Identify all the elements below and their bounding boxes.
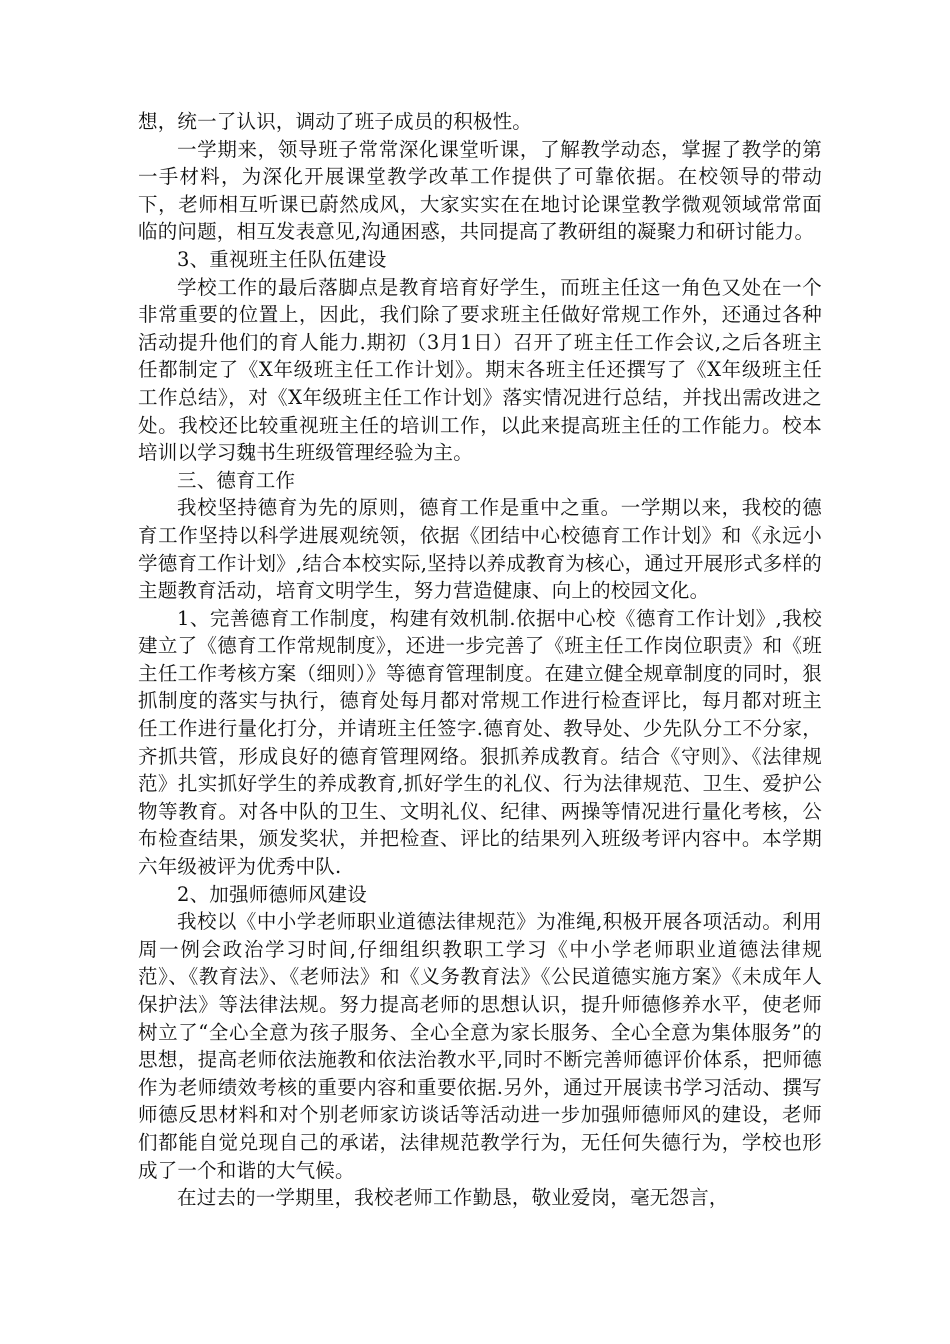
paragraph-moral-education-principle: 我校坚持德育为先的原则，德育工作是重中之重。一学期以来，我校的德育工作坚持以科学进展观统领，依据《团结中心校德育工作计划》和《永远小学德育工作计划》,结合本校实际,坚持以养成教育为核心，通过开展形式多样的主题教育活动，培育文明学生，努力营造健康、向上的校园文化。 [138,496,822,603]
paragraph-teacher-ethics: 我校以《中小学老师职业道德法律规范》为准绳,积极开展各项活动。利用周一例会政治学习时间,仔细组织教职工学习《中小学老师职业道德法律规范》、《教育法》、《老师法》和《义务教育法》《公民道德实施方案》《未成年人保护法》等法律法规。努力提高老师的思想认识，提升师德修养水平，使老师树立了“全心全意为孩子服务、全心全意为家长服务、全心全意为集体服务”的思想，提高老师依法施教和依法治教水平,同时不断完善师德评价体系，把师德作为老师绩效考核的重要内容和重要依据.另外，通过开展读书学习活动、撰写师德反思材料和对个别老师家访谈话等活动进一步加强师德师风的建设，老师们都能自觉兑现自己的承诺，法律规范教学行为，无任何失德行为，学校也形成了一个和谐的大气候。 [138,910,822,1182]
document-body [138,108,822,1212]
section-heading-head-teacher-team: 3、重视班主任队伍建设 [177,247,387,271]
paragraph-closing: 在过去的一学期里，我校老师工作勤恳，敬业爱岗，毫无怨言， [177,1186,729,1210]
section-heading-teacher-ethics: 2、加强师德师风建设 [177,882,367,906]
continuation-paragraph: 想，统一了认识，调动了班子成员的积极性。 [138,110,533,133]
paragraph-moral-education-system: 1、完善德育工作制度，构建有效机制.依据中心校《德育工作计划》,我校建立了《德育工作常规制度》，还进一步完善了《班主任工作岗位职责》和《班主任工作考核方案（细则）》等德育管理制度。在建立健全规章制度的同时，狠抓制度的落实与执行，德育处每月都对常规工作进行检查评比，每月都对班主任工作进行量化打分，并请班主任签字.德育处、教导处、少先队分工不分家，齐抓共管，形成良好的德育管理网络。狠抓养成教育。结合《守则》、《法律规范》扎实抓好学生的养成教育,抓好学生的礼仪、行为法律规范、卫生、爱护公物等教育。对各中队的卫生、文明礼仪、纪律、两操等情况进行量化考核，公布检查结果，颁发奖状，并把检查、评比的结果列入班级考评内容中。本学期六年级被评为优秀中队. [138,606,822,879]
paragraph-head-teacher-work: 学校工作的最后落脚点是教育培育好学生，而班主任这一角色又处在一个非常重要的位置上，因此，我们除了要求班主任做好常规工作外，还通过各种活动提升他们的育人能力.期初（3月1日）召开了班主任工作会议,之后各班主任都制定了《X年级班主任工作计划》。期末各班主任还撰写了《X年级班主任工作总结》，对《X年级班主任工作计划》落实情况进行总结，并找出需改进之处。我校还比较重视班主任的培训工作，以此来提高班主任的工作能力。校本培训以学习魏书生班级管理经验为主。 [138,275,822,465]
section-heading-moral-education: 三、德育工作 [177,468,296,492]
paragraph-classroom-observation: 一学期来，领导班子常常深化课堂听课，了解教学动态，掌握了教学的第一手材料，为深化开展课堂教学改革工作提供了可靠依据。在校领导的带动下，老师相互听课已蔚然成风，大家实实在在地讨论课堂教学微观领域常常面临的问题，相互发表意见,沟通困惑，共同提高了教研组的凝聚力和研讨能力。 [138,137,822,244]
